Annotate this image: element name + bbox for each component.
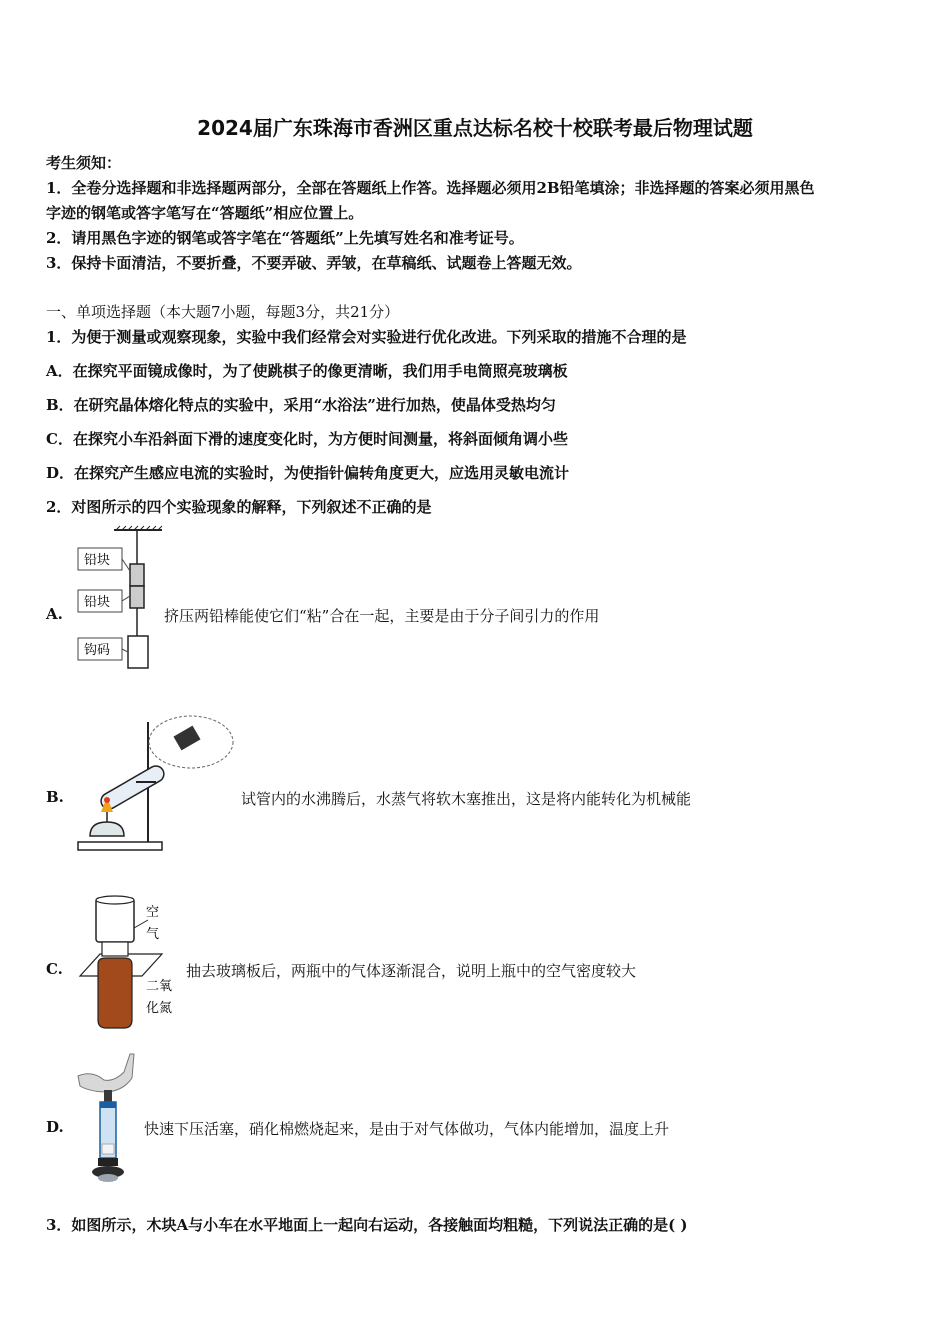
question-1-option-a: A．在探究平面镜成像时，为了使跳棋子的像更清晰，我们用手电筒照亮玻璃板: [46, 362, 568, 380]
question-2-option-d-text: 快速下压活塞，硝化棉燃烧起来，是由于对气体做功，气体内能增加，温度上升: [144, 1120, 670, 1138]
question-1-option-b: B．在研究晶体熔化特点的实验中，采用“水浴法”进行加热，使晶体受热均匀: [46, 396, 556, 414]
label-lead-block-1: 铅块: [84, 553, 111, 568]
lead-blocks-figure: [74, 526, 164, 671]
question-1-stem: 1．为便于测量或观察现象，实验中我们经常会对实验进行优化改进。下列采取的措施不合理的是: [46, 328, 687, 346]
question-2-option-b-letter: B.: [46, 788, 64, 806]
page-title: 2024届广东珠海市香洲区重点达标名校十校联考最后物理试题: [197, 116, 753, 140]
question-2-option-c-letter: C.: [46, 960, 63, 978]
piston-cylinder-figure: [74, 1052, 140, 1188]
question-2-option-d-letter: D.: [46, 1118, 64, 1136]
notice-item: 字迹的钢笔或答字笔写在“答题纸”相应位置上。: [46, 204, 364, 222]
label-lead-block-2: 铅块: [84, 595, 111, 610]
notice-item: 3．保持卡面清洁，不要折叠，不要弄破、弄皱，在草稿纸、试题卷上答题无效。: [46, 254, 582, 272]
question-2-option-c-text: 抽去玻璃板后，两瓶中的气体逐渐混合，说明上瓶中的空气密度较大: [186, 962, 637, 980]
question-2-option-a-letter: A.: [46, 605, 63, 623]
label-air-1: 空: [146, 905, 160, 920]
label-no2-1: 二氧: [146, 979, 173, 994]
label-no2-2: 化氮: [146, 1001, 173, 1016]
label-air-2: 气: [146, 927, 160, 942]
question-1-option-d: D．在探究产生感应电流的实验时，为使指针偏转角度更大，应选用灵敏电流计: [46, 464, 570, 482]
notice-item: 1．全卷分选择题和非选择题两部分，全部在答题纸上作答。选择题必须用2B铅笔填涂；非选择题的答案必须用黑色: [46, 179, 815, 197]
section-heading: 一、单项选择题（本大题7小题，每题3分，共21分）: [46, 303, 400, 321]
gas-jars-figure: [76, 890, 186, 1032]
question-2-stem: 2．对图所示的四个实验现象的解释，下列叙述不正确的是: [46, 498, 432, 516]
label-hook-weight: 钩码: [84, 643, 111, 658]
test-tube-figure: [76, 712, 236, 854]
notice-item: 2．请用黑色字迹的钢笔或答字笔在“答题纸”上先填写姓名和准考证号。: [46, 229, 524, 247]
question-1-option-c: C．在探究小车沿斜面下滑的速度变化时，为方便时间测量，将斜面倾角调小些: [46, 430, 568, 448]
question-2-option-b-text: 试管内的水沸腾后，水蒸气将软木塞推出，这是将内能转化为机械能: [241, 790, 692, 808]
question-3-stem: 3．如图所示，木块A与小车在水平地面上一起向右运动，各接触面均粗糙，下列说法正确的是( ): [46, 1216, 688, 1234]
question-2-option-a-text: 挤压两铅棒能使它们“粘”合在一起，主要是由于分子间引力的作用: [164, 607, 600, 625]
notice-heading: 考生须知：: [46, 154, 122, 172]
